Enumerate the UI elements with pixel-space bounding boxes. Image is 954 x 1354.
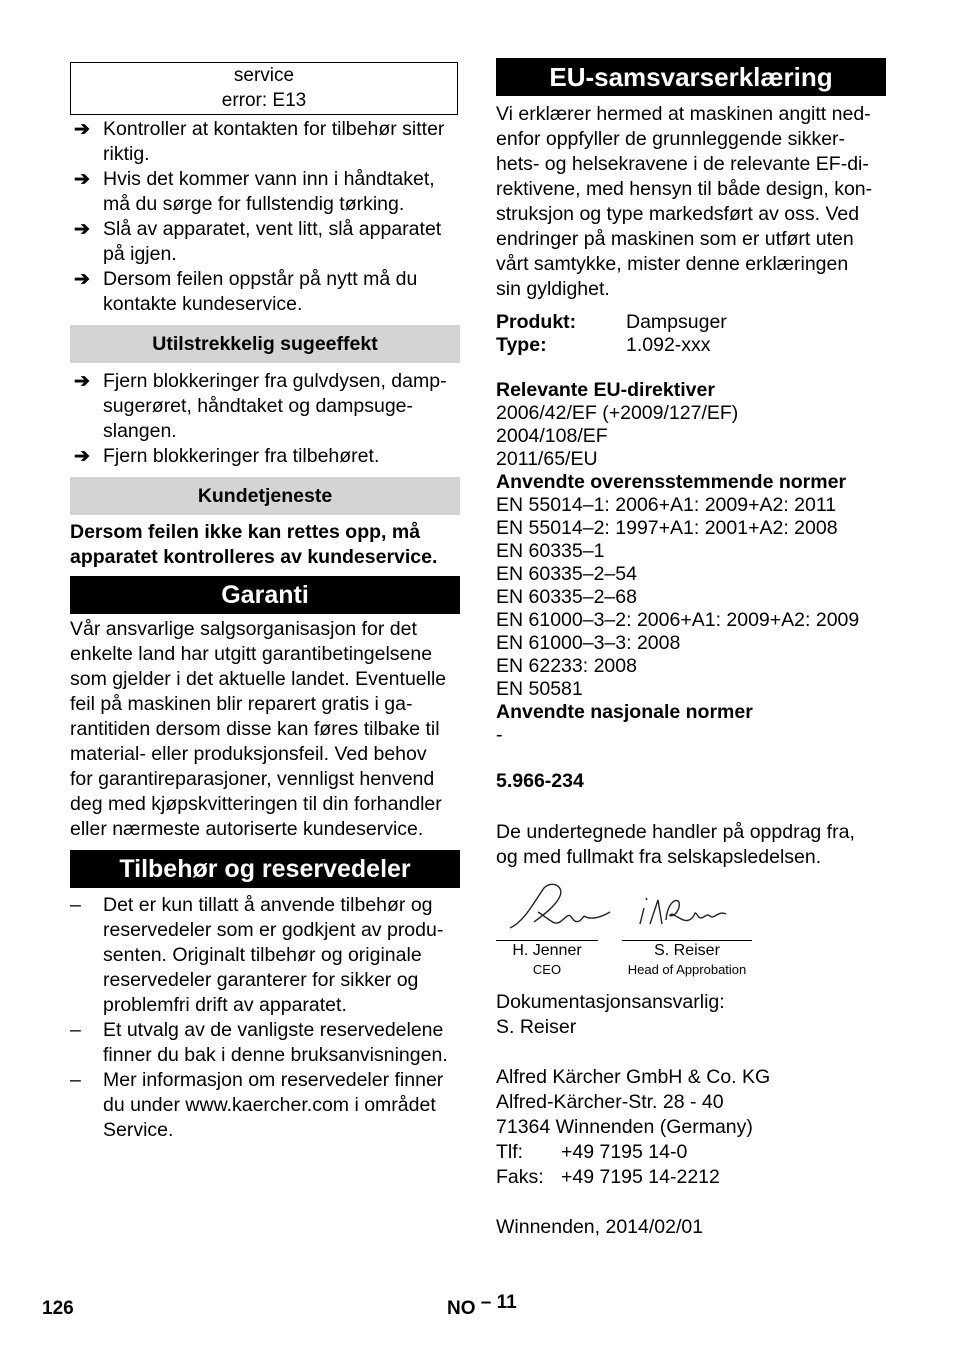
left-column	[70, 62, 460, 1143]
signatures	[496, 882, 886, 982]
signature-reiser-icon	[636, 890, 730, 930]
dash-bullet: –	[70, 894, 81, 916]
directives-section: Relevante EU-direktiver 2006/42/EF (+2009/127/EF) 2004/108/EF 2011/65/EU Anvendte overensstemmende normer EN 55014–1: 2006+A1: 2009+A2: 2011 EN 55014–2: 1997+A1: 2001+A2: 2008 EN 60335–1 EN 60335–2–54 EN 60335–2–68 EN 61000–3–2: 2006+A1: 2009+A2: 2009 EN 61000–3–3: 2008 EN 62233: 2008 EN 50581 Anvendte nasjonale normer -	[496, 379, 860, 746]
list-item: ➔ Fjern blokkeringer fra gulvdysen, damp- sugerøret, håndtaket og dampsuge- slangen.	[74, 370, 447, 442]
right-column	[496, 58, 886, 1240]
document-number: 5.966-234	[496, 770, 584, 792]
arrow-right-icon: ➔	[74, 119, 90, 140]
subheading-customer-service: Kundetjeneste	[70, 477, 460, 515]
error-display-box	[70, 62, 458, 115]
phone-row: Tlf: +49 7195 14-0	[496, 1141, 688, 1163]
signature-block-approbation: S. Reiser Head of Approbation	[622, 940, 752, 979]
list-item: ➔ Dersom feilen oppstår på nytt må du kontakte kundeservice.	[74, 268, 418, 315]
documentation-responsible: Dokumentasjonsansvarlig: S. Reiser	[496, 991, 725, 1038]
arrow-right-icon: ➔	[74, 269, 90, 290]
fax-row: Faks: +49 7195 14-2212	[496, 1166, 720, 1188]
arrow-right-icon: ➔	[74, 446, 90, 467]
company-address: Alfred Kärcher GmbH & Co. KG Alfred-Kärcher-Str. 28 - 40 71364 Winnenden (Germany) Tlf: +49 7195 14-0 Faks: +49 7195 14-2212	[496, 1065, 886, 1190]
list-item: ➔ Slå av apparatet, vent litt, slå apparatet på igjen.	[74, 218, 442, 265]
arrow-right-icon: ➔	[74, 371, 90, 392]
dash-bullet: –	[70, 1069, 81, 1091]
place-date: Winnenden, 2014/02/01	[496, 1216, 704, 1238]
arrow-right-icon: ➔	[74, 219, 90, 240]
signature-block-ceo: H. Jenner CEO	[496, 940, 598, 979]
dash-bullet: –	[70, 1019, 81, 1041]
list-item: – Et utvalg av de vanligste reservedelene finner du bak i denne bruksanvisningen.	[70, 1019, 448, 1066]
garanti-text: Vår ansvarlige salgsorganisasjon for det enkelte land har utgitt garantibetingelsene som gjelder i det aktuelle landet. Eventuelle feil på maskinen blir reparert gratis i ga- rantitiden dersom disse kan føres tilbake til material- eller produksjonsfeil. Ved behov for garantireparasjoner, vennligst henvend deg med kjøpskvitteringen til din forhandler eller nærmeste autoriserte kundeservice.	[70, 618, 447, 840]
signature-jenner-icon	[504, 882, 616, 934]
list-item: ➔ Kontroller at kontakten for tilbehør sitter riktig.	[74, 118, 445, 165]
list-item: – Det er kun tillatt å anvende tilbehør og reservedeler som er godkjent av produ- senten. Originalt tilbehør og originale reservedeler garanterer for sikker og problemfri drift av apparatet.	[70, 894, 444, 1016]
heading-eu-declaration: EU-samsvarserklæring	[496, 58, 886, 96]
display-line: service	[233, 65, 295, 86]
list-item: ➔ Fjern blokkeringer fra tilbehøret.	[74, 445, 380, 467]
product-info	[496, 311, 886, 357]
display-line: error: E13	[221, 90, 307, 111]
product-row: Produkt: Dampsuger	[496, 311, 727, 333]
accessories-list	[70, 893, 460, 1143]
bullet-list-errors	[70, 117, 460, 317]
subheading-suction: Utilstrekkelig sugeeffekt	[70, 325, 460, 363]
eu-text: Vi erklærer hermed at maskinen angitt ned- enfor oppfyller de grunnleggende sikker- hets- og helsekravene i de relevante EF-di- rektivene, med hensyn til både design, kon- struksjon og type markedsført av oss. Ved endringer på maskinen som er utført uten vårt samtykke, mister denne erklæringen sin gyldighet.	[496, 103, 873, 300]
list-item: – Mer informasjon om reservedeler finner du under www.kaercher.com i området Service.	[70, 1069, 444, 1141]
heading-garanti: Garanti	[70, 576, 460, 614]
arrow-right-icon: ➔	[74, 169, 90, 190]
section-page-label: NO – 11	[447, 1292, 517, 1319]
list-item: ➔ Hvis det kommer vann inn i håndtaket, må du sørge for fullstendig tørking.	[74, 168, 435, 215]
service-note: Dersom feilen ikke kan rettes opp, må apparatet kontrolleres av kundeservice.	[70, 521, 438, 568]
type-row: Type: 1.092-xxx	[496, 334, 711, 356]
bullet-list-suction	[70, 369, 460, 469]
heading-accessories: Tilbehør og reservedeler	[70, 850, 460, 888]
page-number: 126	[42, 1298, 74, 1319]
signatory-statement: De undertegnede handler på oppdrag fra, og med fullmakt fra selskapsledelsen.	[496, 821, 855, 868]
